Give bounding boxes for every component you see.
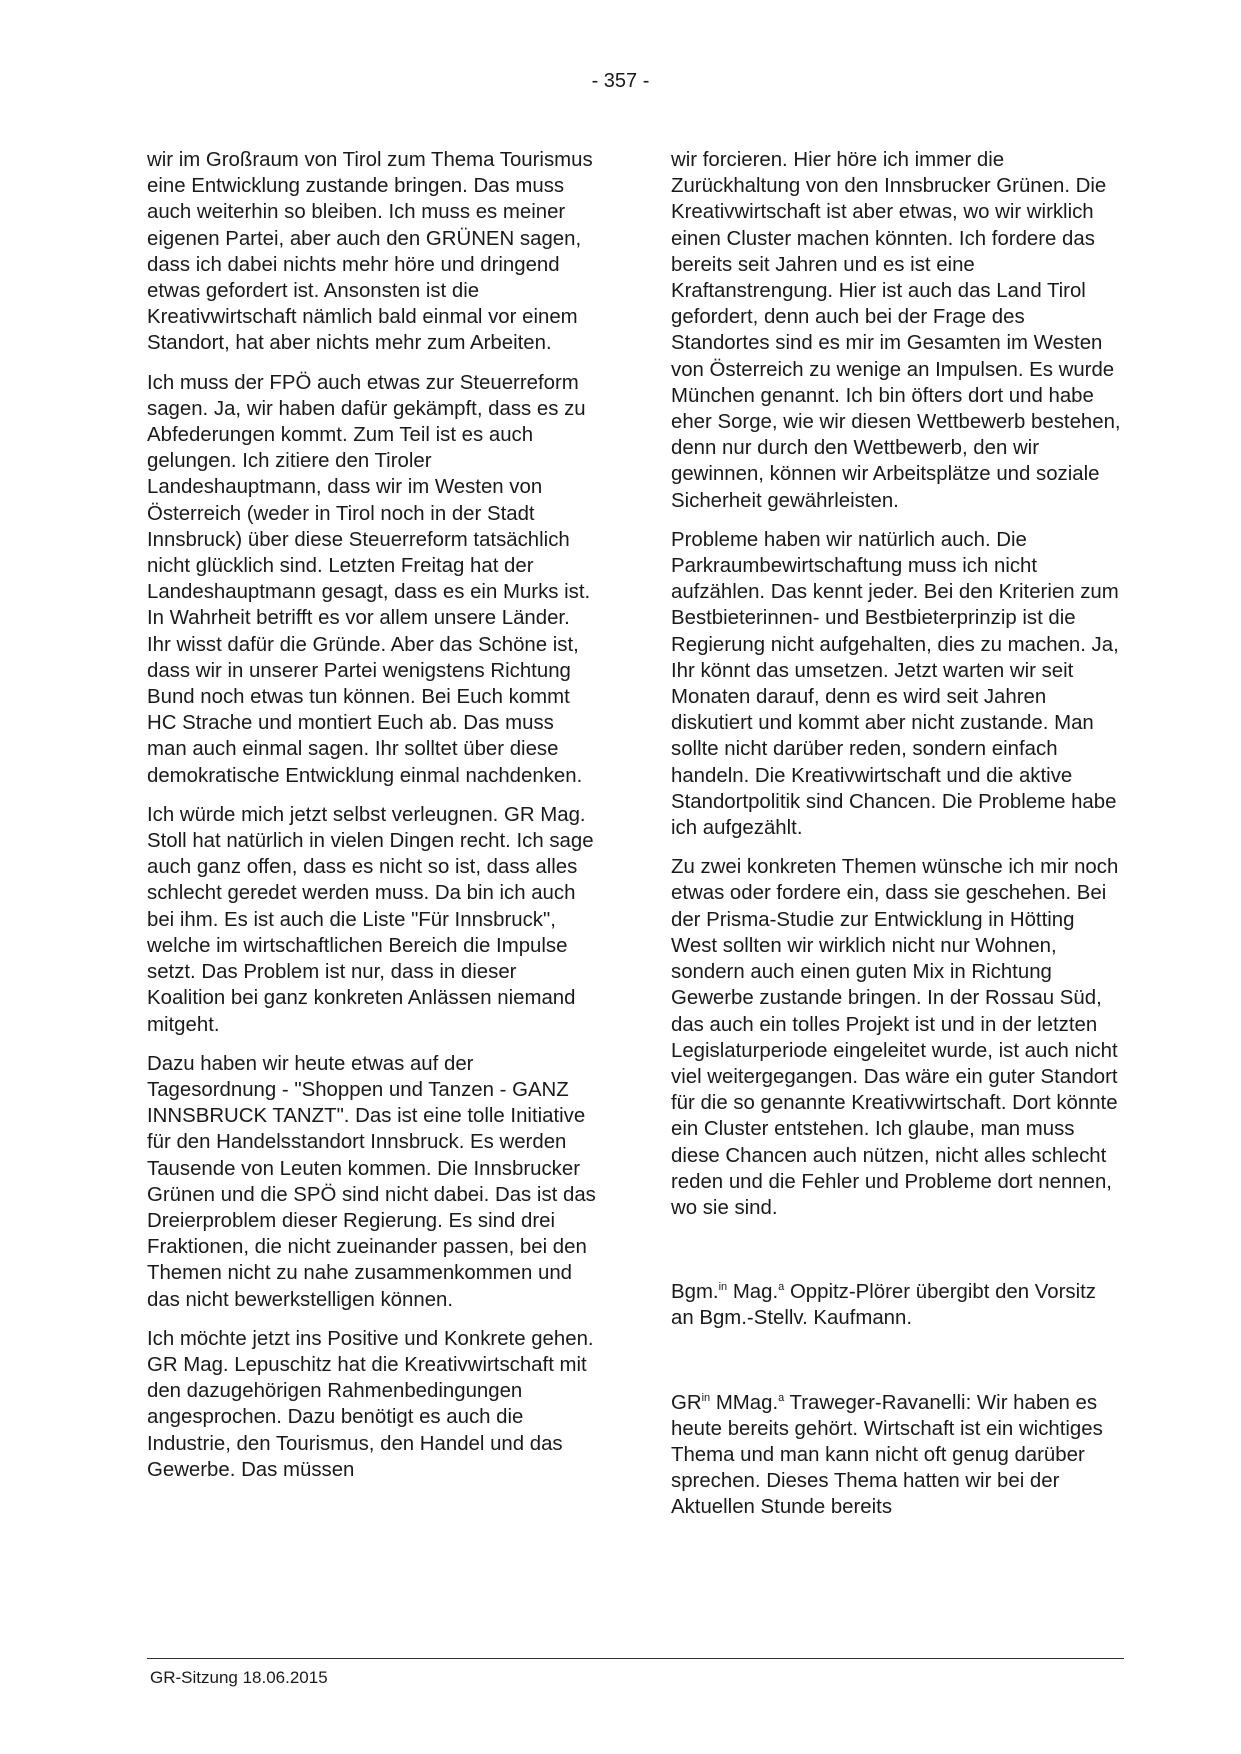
paragraph: wir im Großraum von Tirol zum Thema Tourismus eine Entwicklung zustande bringen. Das muss auch weiterhin so bleiben. Ich muss es meiner eigenen Partei, aber auch den GRÜNEN sagen, dass ich dabei nichts mehr höre und dringend etwas gefordert ist. Ansonsten ist die Kreativwirtschaft nämlich bald einmal vor einem Standort, hat aber nichts mehr zum Arbeiten. <box>147 149 593 355</box>
footer-divider <box>147 1658 1124 1659</box>
paragraph: Ich muss der FPÖ auch etwas zur Steuerreform sagen. Ja, wir haben dafür gekämpft, dass es zu Abfederungen kommt. Zum Teil ist es auch gelungen. Ich zitiere den Tiroler Landeshauptmann, dass wir im Westen von Österreich (weder in Tirol noch in der Stadt Innsbruck) über diese Steuerreform tatsächlich nicht glücklich sind. Letzten Freitag hat der Landeshauptmann gesagt, dass es ein Murks ist. In Wahrheit betrifft es vor allem unsere Länder. Ihr wisst dafür die Gründe. Aber das Schöne ist, dass wir in unserer Partei wenigstens Richtung Bund noch etwas tun können. Bei Euch kommt HC Strache und montiert Euch ab. Das muss man auch einmal sagen. Ihr solltet über diese demokratische Entwicklung einmal nachdenken. <box>147 371 591 787</box>
speaker-paragraph: $GR^{in}$ MMag.$^a$ Traweger-Ravanelli: Wir haben es heute bereits gehört. Wirtschaft ist ein wichtiges Thema und man kann nicht oft genug darüber sprechen. Dieses Thema hatten wir bei der Aktuellen Stunde bereits <box>671 1391 1103 1519</box>
paragraph: Probleme haben wir natürlich auch. Die Parkraumbewirtschaftung muss ich nicht aufzählen. Das kennt jeder. Bei den Kriterien zum Bestbieterinnen- und Bestbieterprinzip ist die Regierung nicht aufgehalten, dies zu machen. Ja, Ihr könnt das umsetzen. Jetzt warten wir seit Monaten darauf, denn es wird seit Jahren diskutiert und kommt aber nicht zustande. Man sollte nicht darüber reden, sondern einfach handeln. Die Kreativwirtschaft und die aktive Standortpolitik sind Chancen. Die Probleme habe ich aufgezählt. <box>671 528 1119 840</box>
right-column <box>671 147 1123 1534</box>
paragraph: Zu zwei konkreten Themen wünsche ich mir noch etwas oder fordere ein, dass sie geschehen. Bei der Prisma-Studie zur Entwicklung in Hötting West sollten wir wirklich nicht nur Wohnen, sondern auch einen guten Mix in Richtung Gewerbe zustande bringen. In der Rossau Süd, das auch ein tolles Projekt ist und in der letzten Legislaturperiode eingeleitet wurde, ist auch nicht viel weitergegangen. Das wäre ein guter Standort für die so genannte Kreativwirtschaft. Dort könnte ein Cluster entstehen. Ich glaube, man muss diese Chancen auch nützen, nicht alles schlecht reden und die Fehler und Probleme dort nennen, wo sie sind. <box>671 856 1119 1219</box>
speaker-name: $GR^{in}$ MMag.$^a$ Traweger-Ravanelli <box>671 1391 966 1414</box>
left-column <box>147 147 599 1496</box>
paragraph: Dazu haben wir heute etwas auf der Tagesordnung - "Shoppen und Tanzen - GANZ INNSBRUCK TANZT". Das ist eine tolle Initiative für den Handelsstandort Innsbruck. Es werden Tausende von Leuten kommen. Die Innsbrucker Grünen und die SPÖ sind nicht dabei. Das ist das Dreierproblem dieser Regierung. Es sind drei Fraktionen, die nicht zueinander passen, bei den Themen nicht zu nahe zusammenkommen und das nicht bewerkstelligen können. <box>147 1052 596 1311</box>
speaker-name: Bgm.$^{in}$ Mag.$^a$ Oppitz-Plörer <box>671 1281 911 1304</box>
footer-session-date: GR-Sitzung 18.06.2015 <box>150 1668 328 1687</box>
paragraph: wir forcieren. Hier höre ich immer die Zurückhaltung von den Innsbrucker Grünen. Die Kreativwirtschaft ist aber etwas, wo wir wirklich einen Cluster machen könnten. Ich fordere das bereits seit Jahren und es ist eine Kraftanstrengung. Hier ist auch das Land Tirol gefordert, denn auch bei der Frage des Standortes sind es mir im Gesamten im Westen von Österreich zu wenige an Impulsen. Es wurde München genannt. Ich bin öfters dort und habe eher Sorge, wie wir diesen Wettbewerb bestehen, denn nur durch den Wettbewerb, den wir gewinnen, können wir Arbeitsplätze und soziale Sicherheit gewährleisten. <box>671 149 1121 512</box>
paragraph: Ich möchte jetzt ins Positive und Konkrete gehen. GR Mag. Lepuschitz hat die Kreativwirtschaft mit den dazugehörigen Rahmenbedingungen angesprochen. Dazu benötigt es auch die Industrie, den Tourismus, den Handel und das Gewerbe. Das müssen <box>147 1327 594 1481</box>
chair-change-note: Bgm.$^{in}$ Mag.$^a$ Oppitz-Plörer übergibt den Vorsitz an Bgm.-Stellv. Kaufmann. <box>671 1281 1096 1330</box>
page-number: - 357 - <box>591 70 650 92</box>
paragraph: Ich würde mich jetzt selbst verleugnen. GR Mag. Stoll hat natürlich in vielen Dingen recht. Ich sage auch ganz offen, dass es nicht so ist, dass alles schlecht geredet werden muss. Da bin ich auch bei ihm. Es ist auch die Liste "Für Innsbruck", welche im wirtschaftlichen Bereich die Impulse setzt. Das Problem ist nur, dass in dieser Koalition bei ganz konkreten Anlässen niemand mitgeht. <box>147 803 594 1036</box>
